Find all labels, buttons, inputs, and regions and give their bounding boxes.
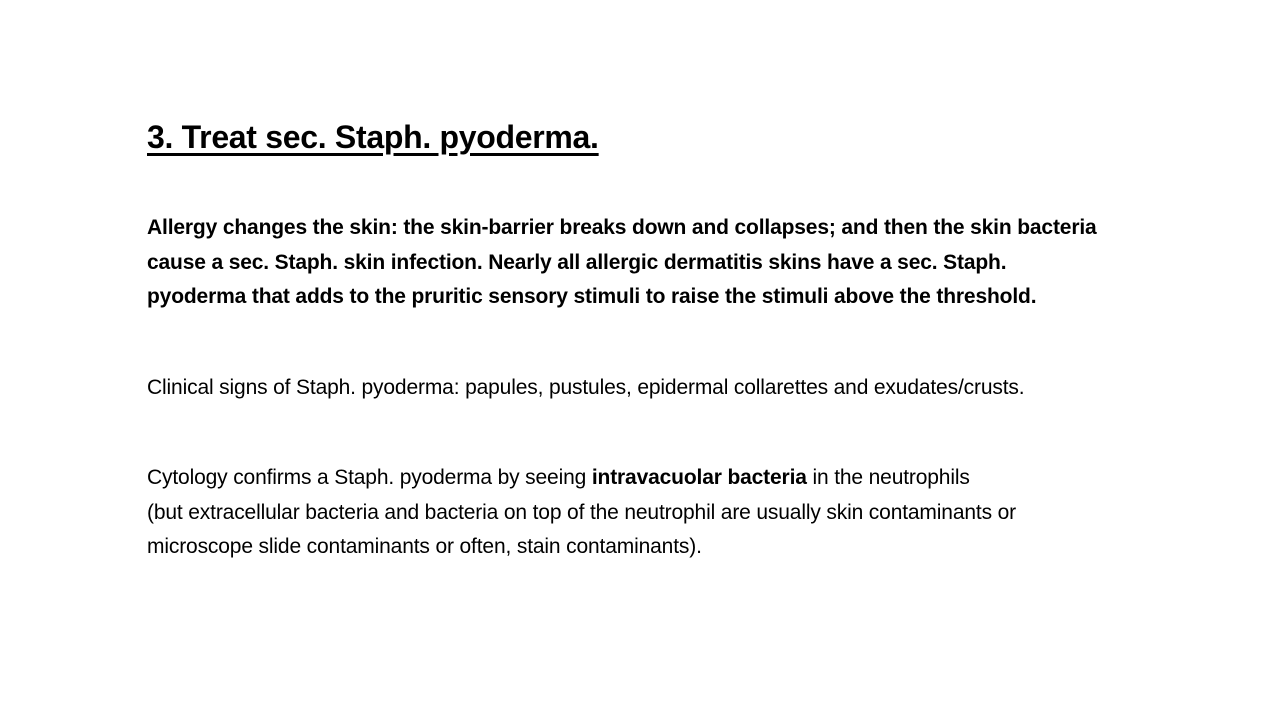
text-line: pyoderma that adds to the pruritic sensory stimuli to raise the stimuli above the threshold. — [147, 285, 1037, 308]
paragraph-clinical-signs — [147, 371, 1024, 406]
text-line — [147, 461, 1016, 496]
cytology-line1-suffix: in the neutrophils — [806, 466, 970, 489]
slide-title: 3. Treat sec. Staph. pyoderma. — [147, 119, 599, 155]
text-line: Clinical signs of Staph. pyoderma: papules, pustules, epidermal collarettes and exudates/crusts. — [147, 376, 1025, 399]
paragraph-cytology — [147, 461, 1016, 565]
cytology-line1-prefix: Cytology confirms a Staph. pyoderma by seeing — [147, 466, 592, 489]
text-line: Allergy changes the skin: the skin-barrier breaks down and collapses; and then the skin bacteria — [147, 216, 1097, 239]
text-line: cause a sec. Staph. skin infection. Nearly all allergic dermatitis skins have a sec. Staph. — [147, 250, 1007, 274]
paragraph-allergy — [147, 211, 1097, 315]
text-line: (but extracellular bacteria and bacteria on top of the neutrophil are usually skin contaminants or — [147, 500, 1016, 524]
cytology-line1-bold-phrase: intravacuolar bacteria — [591, 466, 807, 489]
text-line: microscope slide contaminants or often, stain contaminants). — [147, 535, 702, 558]
